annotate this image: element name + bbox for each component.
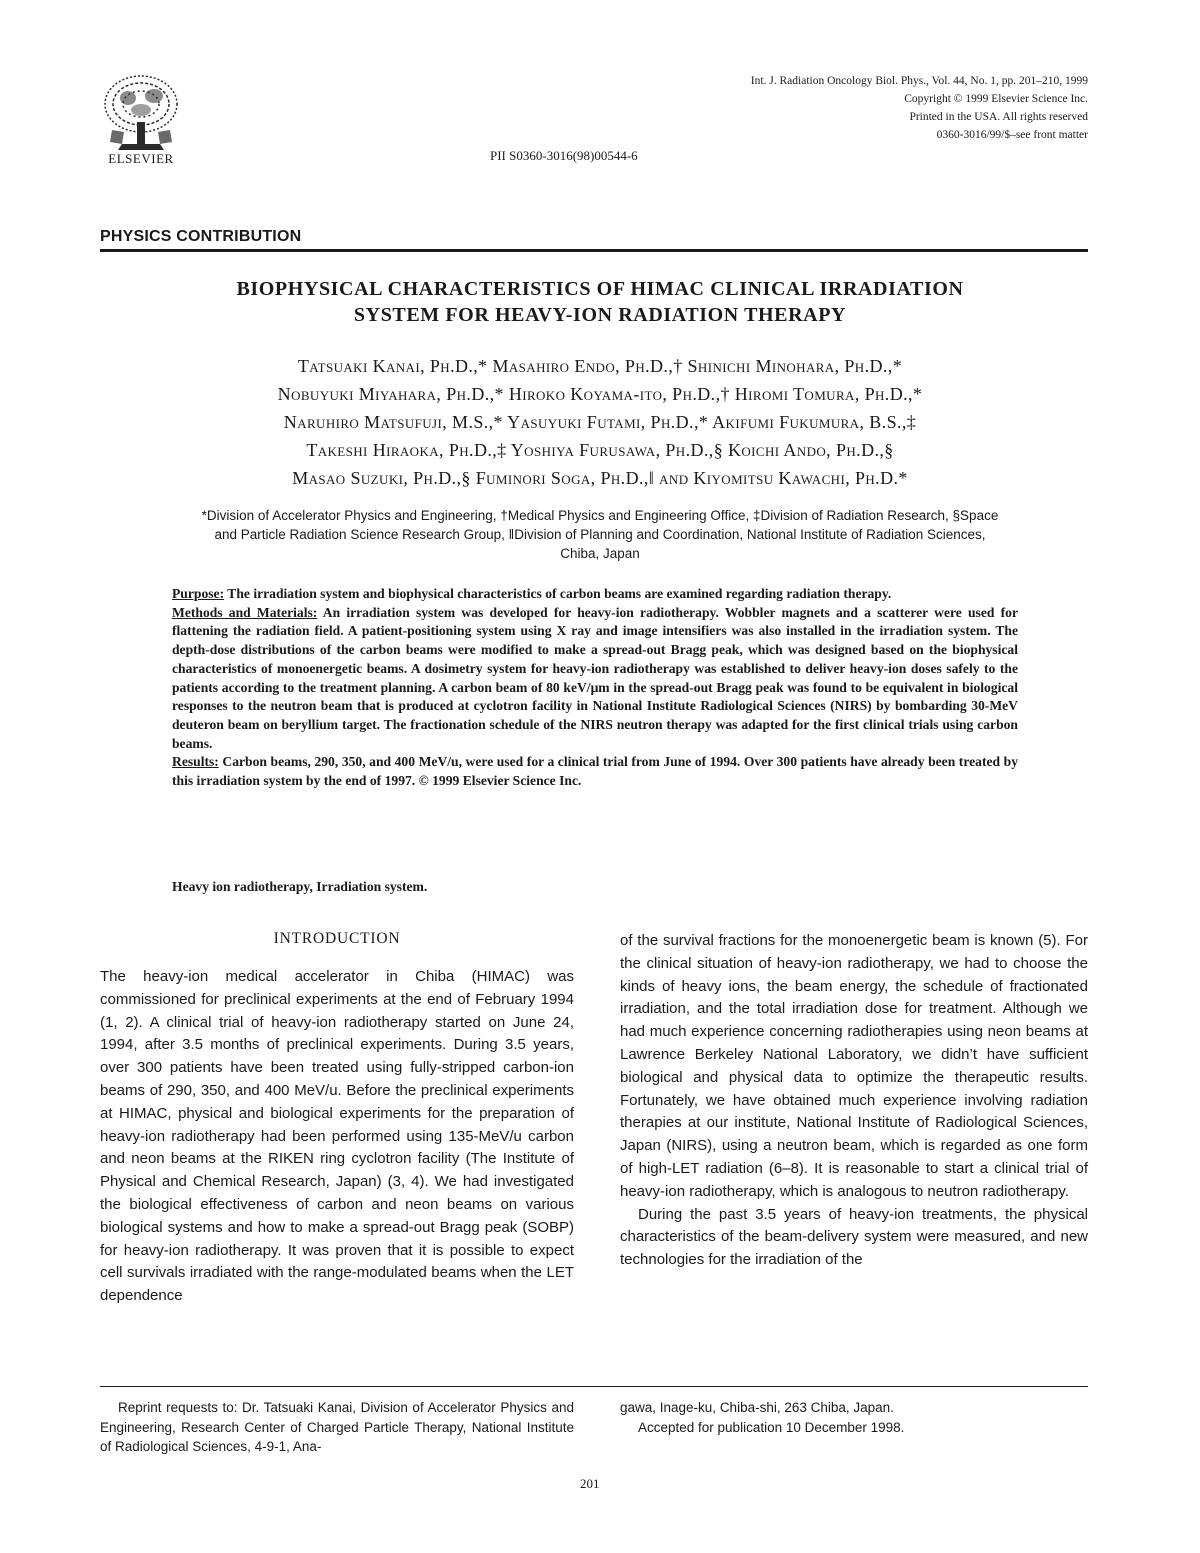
body-paragraph: The heavy-ion medical accelerator in Chiba (HIMAC) was commissioned for preclinical experiments at the end of February 1994 (1, 2). A clinical trial of heavy-ion radiotherapy started on June 24, 1994, after 3.5 months of preclinical experiments. During 3.5 years, over 300 patients have been treated using fully-stripped carbon-ion beams of 290, 350, and 400 MeV/u. Before the preclinical experiments at HIMAC, physical and biological experiments for the preparation of heavy-ion radiotherapy had been performed using 135-MeV/u carbon and neon beams at the RIKEN ring cyclotron facility (The Institute of Physical and Chemical Research, Japan) (3, 4). We had investigated the biological effectiveness of carbon and neon beams on various biological systems and how to make a spread-out Bragg peak (SOBP) for heavy-ion radiotherapy. It was proven that it is possible to expect cell survivals irradiated with the range-modulated beams when the LET dependence [100,968,574,1305]
publisher-logo-text: ELSEVIER [108,151,174,166]
pii-identifier: PII S0360-3016(98)00544-6 [490,148,638,163]
affiliation-line: *Division of Accelerator Physics and Engineering, †Medical Physics and Engineering Office, ‡Division of Radiation Research, §Space [201,508,999,523]
abstract [172,585,1018,791]
introduction-heading: INTRODUCTION [273,930,401,947]
body-column-right [620,930,1088,1272]
reprint-footnote: Reprint requests to: Dr. Tatsuaki Kanai, Division of Accelerator Physics and Engineering, Research Center of Charged Particle Therapy, National Institute of Radiological Sciences, 4-9-1, Ana- [100,1400,574,1454]
affiliation-line: and Particle Radiation Science Research Group, ǁDivision of Planning and Coordination, National Institute of Radiation Sciences, [214,527,986,542]
journal-citation [751,72,1088,144]
journal-line: 0360-3016/99/$–see front matter [936,129,1088,141]
abstract-results [172,753,1018,790]
abstract-results-text: Carbon beams, 290, 350, and 400 MeV/u, were used for a clinical trial from June of 1994. Over 300 patients have already been treated by this irradiation system by the end of 1997. © 1999 Elsevier Science Inc. [172,754,1018,789]
title-line: SYSTEM FOR HEAVY-ION RADIATION THERAPY [353,304,847,326]
body-paragraph: of the survival fractions for the monoenergetic beam is known (5). For the clinical situation of heavy-ion radiotherapy, we had to choose the kinds of heavy ions, the beam energy, the schedule of fractionated irradiation, and the total irradiation dose for treatment. Although we had much experience concerning radiotherapies using neon beams at Lawrence Berkeley National Laboratory, we didn’t have sufficient biological and physical data to optimize the therapeutic results. Fortunately, we have obtained much experience involving radiation therapies at our institute, National Institute of Radiological Sciences, Japan (NIRS), using a neutron beam, which is regarded as one form of high-LET radiation (6–8). It is reasonable to start a clinical trial of heavy-ion radiotherapy, which is analogous to neutron radiotherapy. [620,932,1088,1200]
author-line: Tatsuaki Kanai, Ph.D.,* Masahiro Endo, Ph.D.,† Shinichi Minohara, Ph.D.,* [297,356,903,376]
author-line: Takeshi Hiraoka, Ph.D.,‡ Yoshiya Furusawa, Ph.D.,§ Koichi Ando, Ph.D.,§ [306,440,894,460]
body-column-left [100,966,574,1308]
author-list [100,352,1100,492]
journal-line: Copyright © 1999 Elsevier Science Inc. [904,93,1088,105]
article-title [100,276,1100,328]
author-line: Masao Suzuki, Ph.D.,§ Fuminori Soga, Ph.D.,ǁ and Kiyomitsu Kawachi, Ph.D.* [292,468,908,488]
affiliation-line: Chiba, Japan [560,546,640,561]
abstract-purpose-text: The irradiation system and biophysical characteristics of carbon beams are examined regarding radiation therapy. [224,586,892,601]
page-number: 201 [580,1476,600,1491]
abstract-methods-label: Methods and Materials: [172,604,318,620]
affiliations [110,506,1090,563]
abstract-purpose-label: Purpose: [172,586,225,601]
footnote-line: gawa, Inage-ku, Chiba-shi, 263 Chiba, Japan. [620,1400,894,1415]
section-label: PHYSICS CONTRIBUTION [100,228,302,245]
abstract-results-label: Results: [172,754,219,770]
section-divider [100,249,1088,252]
abstract-methods [172,604,1018,754]
title-line: BIOPHYSICAL CHARACTERISTICS OF HIMAC CLINICAL IRRADIATION [236,278,964,300]
abstract-methods-text: An irradiation system was developed for heavy-ion radiotherapy. Wobbler magnets and a scatterer were used for flattening the radiation field. A patient-positioning system using X ray and image intensifiers was also installed in the irradiation system. The depth-dose distributions of the carbon beams were modified to make a spread-out Bragg peak, which was designed based on the biophysical characteristics of monoenergetic beams. A dosimetry system for heavy-ion radiotherapy was established to deliver heavy-ion doses safely to the patients according to the treatment planning. A carbon beam of 80 keV/μm in the spread-out Bragg peak was found to be equivalent in biological responses to the neutron beam that is produced at cyclotron facility in National Institute Radiological Sciences (NIRS) by bombarding 30-MeV deuteron beam on beryllium target. The fractionation schedule of the NIRS neutron therapy was adapted for the first clinical trials using carbon beams. [172,604,1018,751]
author-line: Nobuyuki Miyahara, Ph.D.,* Hiroko Koyama-ito, Ph.D.,† Hiromi Tomura, Ph.D.,* [277,384,923,404]
acceptance-note: Accepted for publication 10 December 1998. [638,1419,905,1435]
abstract-purpose [172,585,1018,604]
footnote-continued [620,1398,1088,1437]
author-line: Naruhiro Matsufuji, M.S.,* Yasuyuki Futami, Ph.D.,* Akifumi Fukumura, B.S.,‡ [283,412,917,432]
keywords: Heavy ion radiotherapy, Irradiation system. [172,879,428,894]
body-paragraph: During the past 3.5 years of heavy-ion treatments, the physical characteristics of the beam-delivery system were measured, and new technologies for the irradiation of the [620,1205,1088,1269]
journal-line: Printed in the USA. All rights reserved [909,111,1088,123]
footnote-divider [100,1386,1088,1387]
journal-line: Int. J. Radiation Oncology Biol. Phys., Vol. 44, No. 1, pp. 201–210, 1999 [750,75,1088,87]
